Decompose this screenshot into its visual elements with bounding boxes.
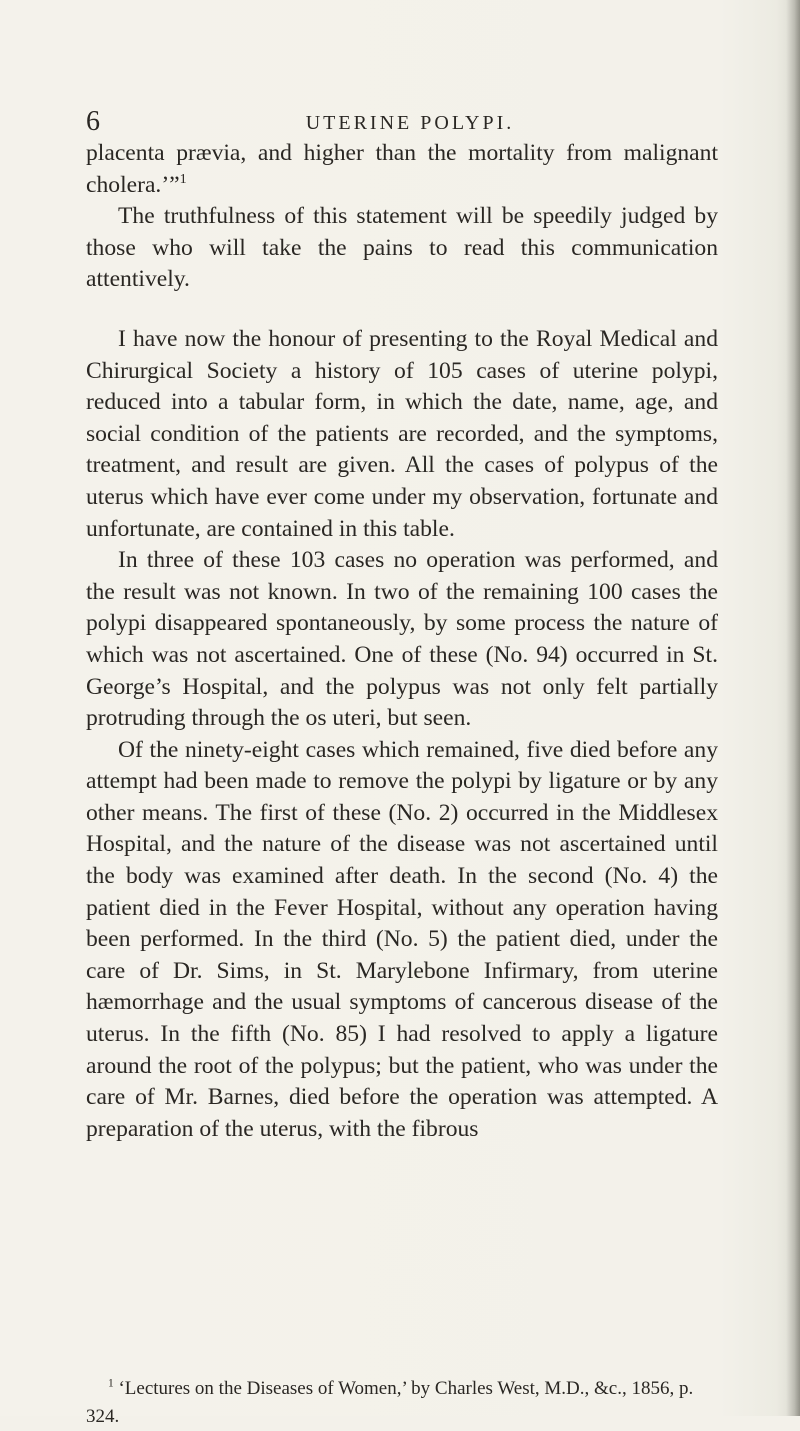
footnote-marker: 1 bbox=[108, 1377, 114, 1390]
body-text bbox=[86, 138, 718, 1145]
paragraph-1 bbox=[86, 138, 718, 201]
page-edge-shadow bbox=[786, 0, 800, 1416]
paragraph-2: The truthfulness of this statement will be speedily judged by those who will take the pains to read this communication attentively. bbox=[86, 203, 718, 293]
paragraph-3: I have now the honour of presenting to the Royal Medical and Chirurgical Society a history of 105 cases of uterine polypi, reduced into a tabular form, in which the date, name, age, and social condition of the patients are recorded, and the symptoms, treatment, and result are given. All the cases of polypus of the uterus which have ever come under my observation, fortunate and unfortunate, are contained in this table. bbox=[86, 325, 718, 542]
paragraph-5: Of the ninety-eight cases which remained, five died before any attempt had been made to remove the polypi by ligature or by any other means. The first of these (No. 2) occurred in the Middlesex Hospital, and the nature of the disease was not ascertained until the body was examined after death. In the second (No. 4) the patient died in the Fever Hospital, without any operation having been performed. In the third (No. 5) the patient died, under the care of Dr. Sims, in St. Marylebone Infirmary, from uterine hæmorrhage and the usual symptoms of cancerous disease of the uterus. In the fifth (No. 85) I had resolved to apply a ligature around the root of the polypus; but the patient, who was under the care of Mr. Barnes, died before the operation was attempted. A preparation of the uterus, with the fibrous bbox=[86, 736, 718, 1142]
footnote bbox=[86, 1375, 718, 1431]
paragraph-1-text: placenta prævia, and higher than the mortality from malignant cholera.’” bbox=[86, 140, 718, 198]
footnote-body: ‘Lectures on the Diseases of Women,’ by Charles West, M.D., &c., 1856, p. 324. bbox=[86, 1378, 694, 1427]
paragraph-4: In three of these 103 cases no operation was performed, and the result was not known. In two of the remaining 100 cases the polypi disappeared spontaneously, by some process the nature of which was not ascertained. One of these (No. 94) occurred in St. George’s Hospital, and the polypus was not only felt partially protruding through the os uteri, but seen. bbox=[86, 547, 718, 732]
page-number: 6 bbox=[86, 106, 100, 137]
running-title: UTERINE POLYPI. bbox=[305, 112, 515, 134]
page-header bbox=[86, 104, 716, 140]
footnote-text bbox=[86, 1375, 718, 1431]
footnote-reference: 1 bbox=[179, 170, 187, 187]
